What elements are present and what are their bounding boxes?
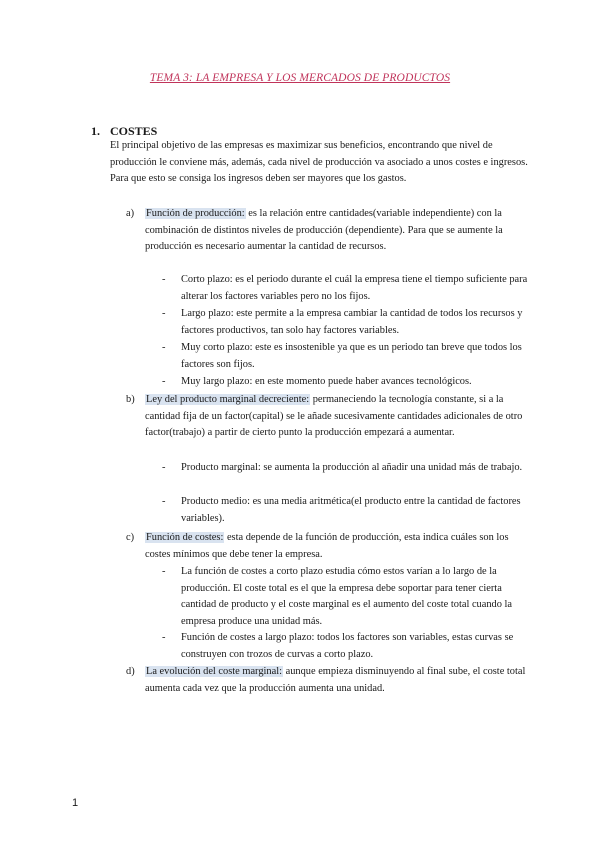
item-letter: a) — [126, 208, 135, 219]
dash-bullet: - — [162, 496, 166, 507]
item-letter: c) — [126, 532, 135, 543]
list-item — [145, 530, 530, 563]
item-text: esta depende de la función de producción, esta indica cuáles son los costes mínimos que debe tener la empresa. — [145, 532, 509, 560]
dash-bullet: - — [162, 342, 166, 353]
dash-bullet: - — [162, 462, 166, 473]
dash-bullet: - — [162, 274, 166, 285]
list-item — [145, 392, 530, 442]
page-number: 1 — [72, 797, 79, 809]
item-text: es la relación entre cantidades(variable independiente) con la combinación de distintos niveles de producción (dependiente). Para que se aumente la producción es necesario aumentar la cantidad de recursos. — [145, 208, 503, 253]
page-title: TEMA 3: LA EMPRESA Y LOS MERCADOS DE PRODUCTOS — [149, 72, 451, 84]
sub-item: Producto marginal: se aumenta la producción al añadir una unidad más de trabajo. — [181, 462, 523, 473]
highlighted-term: Función de producción: — [146, 208, 245, 219]
sub-item: Función de costes a largo plazo: todos los factores son variables, estas curvas se construyen con trozos de curvas a corto plazo. — [181, 632, 514, 660]
section-title: COSTES — [110, 124, 158, 138]
section-number: 1. — [91, 124, 100, 138]
item-text: permaneciendo la tecnología constante, si a la cantidad fija de un factor(capital) se le añade sucesivamente cantidades adicionales de otro factor(trabajo) a partir de cierto punto la producción empezará a aumentar. — [145, 394, 523, 439]
highlighted-term: La evolución del coste marginal: — [146, 666, 282, 677]
item-text: aunque empieza disminuyendo al final sube, el coste total aumenta cada vez que la producción aumenta una unidad. — [145, 666, 526, 694]
highlighted-term: Ley del producto marginal decreciente: — [146, 394, 310, 405]
sub-item: Muy largo plazo: en este momento puede haber avances tecnológicos. — [181, 376, 472, 387]
list-item — [145, 664, 530, 697]
sub-item: Producto medio: es una media aritmética(el producto entre la cantidad de factores variables). — [181, 496, 521, 524]
sub-item: La función de costes a corto plazo estudia cómo estos varían a lo largo de la producción. El coste total es el que la empresa debe soportar para tener cierta cantidad de producto y el coste marginal es el aumento del coste total cuando la empresa produce una unidad más. — [181, 566, 513, 627]
highlighted-term: Función de costes: — [146, 532, 224, 543]
section-intro: El principal objetivo de las empresas es maximizar sus beneficios, encontrando que nivel de producción le conviene más, además, cada nivel de producción va asociado a unos costes e ingresos. Para que esto se consiga los ingresos deben ser mayores que los gastos. — [110, 140, 528, 185]
section-heading — [91, 124, 157, 139]
sub-item: Corto plazo: es el periodo durante el cuál la empresa tiene el tiempo suficiente para alterar los factores variables pero no los fijos. — [181, 274, 528, 302]
dash-bullet: - — [162, 308, 166, 319]
item-letter: d) — [126, 666, 135, 677]
dash-bullet: - — [162, 566, 166, 577]
dash-bullet: - — [162, 632, 166, 643]
sub-item: Muy corto plazo: este es insostenible ya que es un periodo tan breve que todos los factores son fijos. — [181, 342, 522, 370]
item-letter: b) — [126, 394, 135, 405]
list-item — [145, 206, 530, 256]
sub-item: Largo plazo: este permite a la empresa cambiar la cantidad de todos los recursos y factores productivos, tan solo hay factores variables. — [181, 308, 523, 336]
dash-bullet: - — [162, 376, 166, 387]
